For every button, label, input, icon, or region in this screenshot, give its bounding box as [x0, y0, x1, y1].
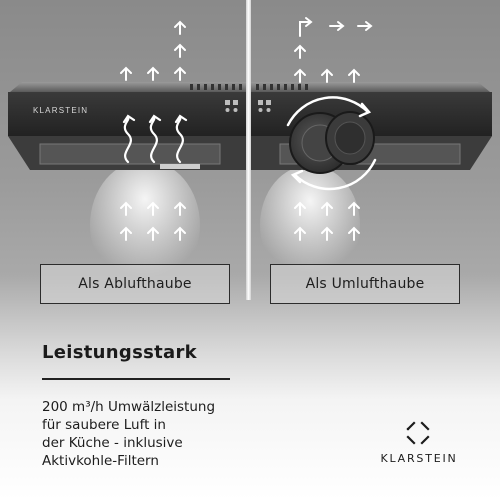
- description-line: der Küche - inklusive: [42, 435, 183, 451]
- hood-filter-grille-left: [40, 144, 220, 164]
- hood-brand-text: KLARSTEIN: [33, 106, 89, 115]
- description: [42, 398, 262, 470]
- headline-underline: [42, 378, 230, 380]
- arrow-up-icon: [121, 68, 131, 80]
- exhaust-arrows-top: [121, 22, 185, 80]
- recirc-arrows-top: [295, 18, 371, 82]
- arrow-up-icon: [175, 68, 185, 80]
- description-line: für saubere Luft in: [42, 417, 166, 433]
- recirculation-mode-label: [270, 264, 460, 304]
- description-line: Aktivkohle-Filtern: [42, 453, 159, 469]
- headline: Leistungsstark: [42, 342, 197, 363]
- arrow-up-icon: [148, 68, 158, 80]
- exhaust-mode-text: Als Ablufthaube: [78, 276, 192, 292]
- exhaust-mode-label: [40, 264, 230, 304]
- logo-text: KLARSTEIN: [380, 452, 458, 465]
- hood-light: [160, 164, 200, 169]
- arrow-up-icon: [175, 22, 185, 34]
- arrow-up-icon: [175, 45, 185, 57]
- klarstein-logo-icon: [405, 420, 431, 446]
- split-divider: [246, 0, 251, 300]
- description-line: 200 m³/h Umwälzleistung: [42, 399, 216, 415]
- recirculation-mode-text: Als Umlufthaube: [305, 276, 425, 292]
